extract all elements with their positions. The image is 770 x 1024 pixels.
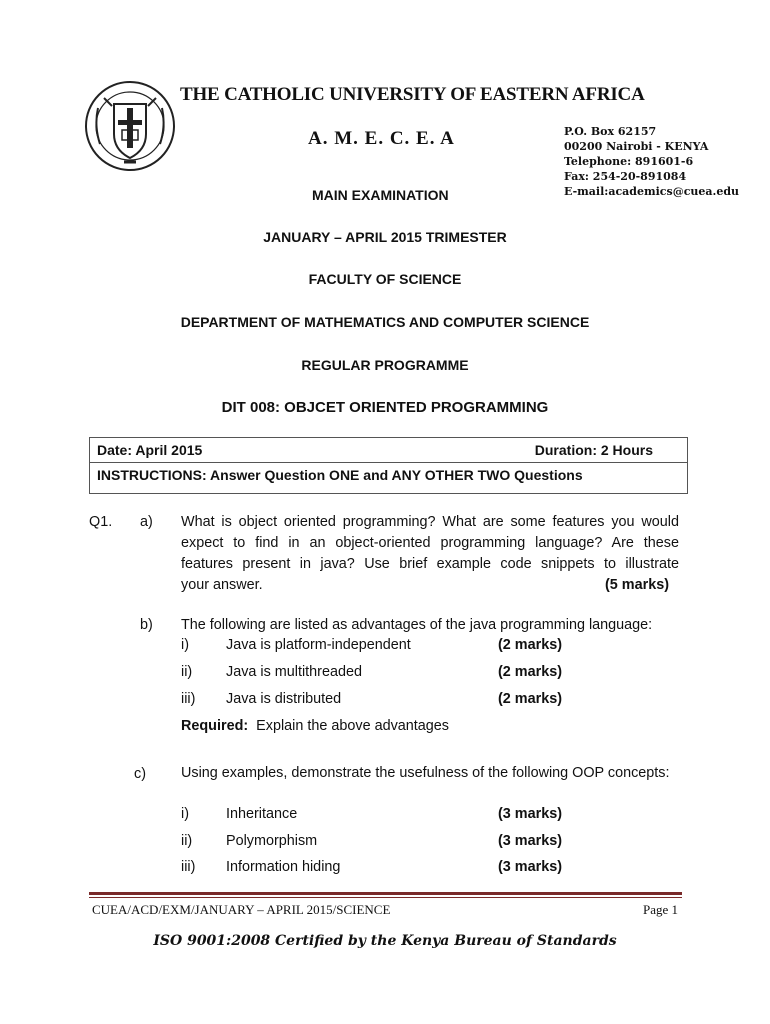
footer-rule-thin xyxy=(89,897,682,898)
part-c-item-num: iii) xyxy=(181,859,196,875)
department-title: DEPARTMENT OF MATHEMATICS AND COMPUTER SCIENCE xyxy=(180,314,590,330)
part-a-text xyxy=(181,512,679,596)
page-number: Page 1 xyxy=(643,902,679,917)
exam-date: Date: April 2015 xyxy=(97,442,203,458)
footer-code: CUEA/ACD/EXM/JANUARY – APRIL 2015/SCIENCE xyxy=(92,902,391,917)
university-name: THE CATHOLIC UNIVERSITY OF EASTERN AFRICA xyxy=(180,84,645,105)
part-a-label: a) xyxy=(140,514,153,530)
part-b-item-num: ii) xyxy=(181,664,193,680)
part-c-label: c) xyxy=(134,766,146,782)
exam-instructions: INSTRUCTIONS: Answer Question ONE and ANY OTHER TWO Questions xyxy=(97,467,583,483)
part-b-intro: The following are listed as advantages of the java programming language: xyxy=(181,617,653,633)
part-a-body: What is object oriented programming? What are some features you would expect to find in an object-oriented programming language? Are these features present in java? Use brief example code snippets to illustrate xyxy=(181,514,679,572)
part-b-item-num: iii) xyxy=(181,691,196,707)
part-b-required xyxy=(181,718,449,734)
required-text: Explain the above advantages xyxy=(256,718,449,734)
contact-block xyxy=(564,124,739,199)
footer-rule xyxy=(89,892,682,895)
exam-duration: Duration: 2 Hours xyxy=(534,442,653,458)
part-c-item-text: Inheritance xyxy=(226,806,298,822)
part-b-item-marks: (2 marks) xyxy=(498,664,562,680)
contact-po-box: P.O. Box 62157 xyxy=(564,125,657,138)
part-b-item-text: Java is multithreaded xyxy=(226,664,362,680)
part-b-item-num: i) xyxy=(181,637,189,653)
part-c-item-marks: (3 marks) xyxy=(498,806,562,822)
part-b-item-text: Java is platform-independent xyxy=(226,637,411,653)
part-a-last-line: your answer. xyxy=(181,577,263,593)
question-number: Q1. xyxy=(89,514,113,530)
part-b-item-marks: (2 marks) xyxy=(498,637,562,653)
part-c-item-text: Polymorphism xyxy=(226,833,318,849)
exam-title: MAIN EXAMINATION xyxy=(312,187,449,203)
trimester-title: JANUARY – APRIL 2015 TRIMESTER xyxy=(263,229,507,245)
amecea-title: A. M. E. C. E. A xyxy=(308,128,455,149)
part-c-item-marks: (3 marks) xyxy=(498,833,562,849)
university-seal-logo xyxy=(84,78,176,174)
part-b-item-marks: (2 marks) xyxy=(498,691,562,707)
part-c-item-num: i) xyxy=(181,806,189,822)
exam-info-table xyxy=(89,437,688,494)
part-c-item-text: Information hiding xyxy=(226,859,341,875)
part-c-intro: Using examples, demonstrate the usefulness of the following OOP concepts: xyxy=(181,765,670,781)
part-a-marks: (5 marks) xyxy=(605,577,669,593)
course-title: DIT 008: OBJCET ORIENTED PROGRAMMING xyxy=(221,399,549,416)
contact-email: E-mail:academics@cuea.edu xyxy=(564,185,740,198)
iso-certification: ISO 9001:2008 Certified by the Kenya Bureau of Standards xyxy=(153,933,617,949)
faculty-title: FACULTY OF SCIENCE xyxy=(308,271,462,287)
part-c-item-marks: (3 marks) xyxy=(498,859,562,875)
contact-fax: Fax: 254-20-891084 xyxy=(564,170,687,183)
part-b-item-text: Java is distributed xyxy=(226,691,342,707)
contact-telephone: Telephone: 891601-6 xyxy=(564,155,694,168)
part-c-item-num: ii) xyxy=(181,833,193,849)
contact-city: 00200 Nairobi - KENYA xyxy=(564,140,709,153)
required-label: Required: xyxy=(181,718,249,734)
part-b-label: b) xyxy=(140,617,153,633)
programme-title: REGULAR PROGRAMME xyxy=(301,357,469,373)
